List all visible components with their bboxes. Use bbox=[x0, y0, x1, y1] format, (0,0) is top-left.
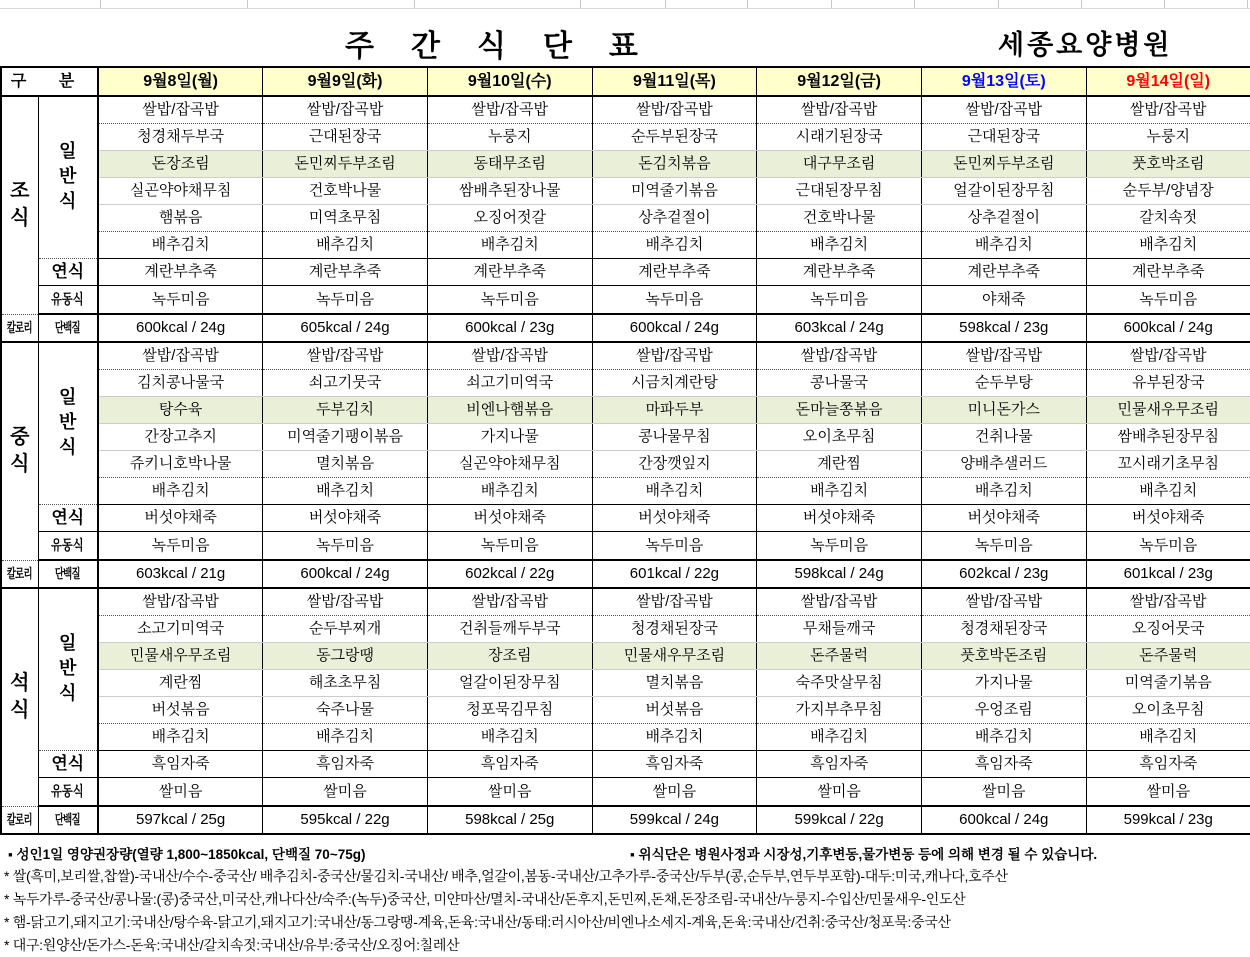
liquid-diet-label: 유동식 bbox=[38, 778, 98, 807]
food-cell: 배추김치 bbox=[263, 232, 428, 259]
food-cell: 건취들깨두부국 bbox=[427, 616, 592, 643]
food-cell: 시래기된장국 bbox=[757, 124, 922, 151]
food-cell: 콩나물국 bbox=[757, 370, 922, 397]
food-cell: 쇠고기미역국 bbox=[427, 370, 592, 397]
food-cell: 쌀밥/잡곡밥 bbox=[427, 96, 592, 124]
food-cell: 가지나물 bbox=[427, 424, 592, 451]
food-cell: 쌀밥/잡곡밥 bbox=[757, 342, 922, 370]
food-cell-highlight: 풋호박조림 bbox=[1086, 151, 1250, 178]
food-cell: 청포묵김무침 bbox=[427, 697, 592, 724]
food-cell: 쌀밥/잡곡밥 bbox=[427, 342, 592, 370]
protein-label: 단백질 bbox=[38, 560, 98, 588]
food-cell: 건호박나물 bbox=[757, 205, 922, 232]
food-cell-highlight: 탕수육 bbox=[98, 397, 263, 424]
liquid-diet-label: 유동식 bbox=[38, 532, 98, 561]
food-cell: 배추김치 bbox=[427, 232, 592, 259]
food-cell: 배추김치 bbox=[98, 724, 263, 751]
food-cell: 배추김치 bbox=[1086, 232, 1250, 259]
liquid-cell: 쌀미음 bbox=[427, 778, 592, 807]
food-cell-highlight: 민물새우무조림 bbox=[98, 643, 263, 670]
origin-note-line: * 햄-닭고기,돼지고기:국내산/탕수육-닭고기,돼지고기:국내산/동그랑땡-계육,돈육:국내산/동태:러시아산/비엔나소세지-계육,돈육:국내산/건취:중국산/청포묵:중국산 bbox=[4, 914, 951, 930]
food-cell: 유부된장국 bbox=[1086, 370, 1250, 397]
food-cell-highlight: 돈장조림 bbox=[98, 151, 263, 178]
food-cell-highlight: 돈민찌두부조림 bbox=[263, 151, 428, 178]
soft-cell: 버섯야채죽 bbox=[757, 505, 922, 532]
food-cell: 오이초무침 bbox=[1086, 697, 1250, 724]
food-cell: 배추김치 bbox=[921, 232, 1086, 259]
liquid-cell: 녹두미음 bbox=[263, 532, 428, 561]
food-cell: 오징어뭇국 bbox=[1086, 616, 1250, 643]
food-cell: 미역줄기팽이볶음 bbox=[263, 424, 428, 451]
liquid-cell: 쌀미음 bbox=[263, 778, 428, 807]
liquid-cell: 쌀미음 bbox=[592, 778, 757, 807]
weekly-menu-table bbox=[0, 66, 1250, 835]
food-cell: 꼬시래기초무침 bbox=[1086, 451, 1250, 478]
liquid-cell: 녹두미음 bbox=[1086, 286, 1250, 315]
food-cell: 오이초무침 bbox=[757, 424, 922, 451]
soft-cell: 계란부추죽 bbox=[1086, 259, 1250, 286]
food-cell: 미역줄기볶음 bbox=[1086, 670, 1250, 697]
origin-note-line: * 대구:원양산/돈가스-돈육:국내산/갈치속젓:국내산/유부:중국산/오징어:칠레산 bbox=[4, 937, 460, 953]
calorie-cell: 598kcal / 25g bbox=[427, 806, 592, 834]
food-cell: 미역줄기볶음 bbox=[592, 178, 757, 205]
calorie-cell: 600kcal / 23g bbox=[427, 314, 592, 342]
calorie-cell: 602kcal / 22g bbox=[427, 560, 592, 588]
food-cell: 얼갈이된장무침 bbox=[427, 670, 592, 697]
food-cell: 쌀밥/잡곡밥 bbox=[592, 588, 757, 616]
liquid-cell: 녹두미음 bbox=[757, 286, 922, 315]
calorie-cell: 599kcal / 22g bbox=[757, 806, 922, 834]
food-cell: 쌀밥/잡곡밥 bbox=[98, 342, 263, 370]
food-cell: 배추김치 bbox=[592, 724, 757, 751]
calorie-cell: 605kcal / 24g bbox=[263, 314, 428, 342]
calorie-cell: 597kcal / 25g bbox=[98, 806, 263, 834]
meal-section-label: 중식 bbox=[1, 342, 38, 560]
footnote-nutrition: ▪ 성인1일 영양권장량(열량 1,800~1850kcal, 단백질 70~75g) bbox=[8, 847, 366, 862]
liquid-cell: 녹두미음 bbox=[427, 286, 592, 315]
liquid-cell: 녹두미음 bbox=[757, 532, 922, 561]
soft-cell: 흑임자죽 bbox=[427, 751, 592, 778]
soft-cell: 버섯야채죽 bbox=[427, 505, 592, 532]
soft-cell: 계란부추죽 bbox=[263, 259, 428, 286]
food-cell-highlight: 대구무조림 bbox=[757, 151, 922, 178]
soft-cell: 버섯야채죽 bbox=[921, 505, 1086, 532]
soft-cell: 버섯야채죽 bbox=[1086, 505, 1250, 532]
soft-cell: 계란부추죽 bbox=[427, 259, 592, 286]
food-cell: 배추김치 bbox=[757, 478, 922, 505]
date-header: 9월9일(화) bbox=[263, 67, 428, 96]
calorie-cell: 601kcal / 22g bbox=[592, 560, 757, 588]
calorie-cell: 602kcal / 23g bbox=[921, 560, 1086, 588]
food-cell: 실곤약야채무침 bbox=[427, 451, 592, 478]
liquid-cell: 쌀미음 bbox=[98, 778, 263, 807]
liquid-cell: 녹두미음 bbox=[1086, 532, 1250, 561]
food-cell: 상추겉절이 bbox=[592, 205, 757, 232]
food-cell: 오징어젓갈 bbox=[427, 205, 592, 232]
footnotes bbox=[0, 840, 1250, 957]
food-cell: 무채들깨국 bbox=[757, 616, 922, 643]
calorie-label: 칼로리 bbox=[1, 560, 38, 588]
food-cell: 쌀밥/잡곡밥 bbox=[98, 588, 263, 616]
date-header: 9월8일(월) bbox=[98, 67, 263, 96]
calorie-cell: 601kcal / 23g bbox=[1086, 560, 1250, 588]
food-cell: 계란찜 bbox=[757, 451, 922, 478]
food-cell: 쌀밥/잡곡밥 bbox=[1086, 342, 1250, 370]
liquid-cell: 녹두미음 bbox=[263, 286, 428, 315]
food-cell: 상추겉절이 bbox=[921, 205, 1086, 232]
food-cell: 쌀밥/잡곡밥 bbox=[921, 342, 1086, 370]
calorie-cell: 600kcal / 24g bbox=[592, 314, 757, 342]
food-cell-highlight: 동태무조림 bbox=[427, 151, 592, 178]
food-cell: 가지나물 bbox=[921, 670, 1086, 697]
food-cell: 근대된장무침 bbox=[757, 178, 922, 205]
food-cell: 해초초무침 bbox=[263, 670, 428, 697]
food-cell: 순두부/양념장 bbox=[1086, 178, 1250, 205]
food-cell-highlight: 장조림 bbox=[427, 643, 592, 670]
food-cell: 배추김치 bbox=[263, 478, 428, 505]
soft-cell: 흑임자죽 bbox=[1086, 751, 1250, 778]
food-cell: 계란찜 bbox=[98, 670, 263, 697]
food-cell: 배추김치 bbox=[921, 724, 1086, 751]
food-cell-highlight: 마파두부 bbox=[592, 397, 757, 424]
food-cell: 누룽지 bbox=[427, 124, 592, 151]
liquid-cell: 녹두미음 bbox=[921, 532, 1086, 561]
liquid-cell: 녹두미음 bbox=[592, 286, 757, 315]
food-cell: 얼갈이된장무침 bbox=[921, 178, 1086, 205]
liquid-diet-label: 유동식 bbox=[38, 286, 98, 315]
calorie-cell: 595kcal / 22g bbox=[263, 806, 428, 834]
food-cell: 쥬키니호박나물 bbox=[98, 451, 263, 478]
calorie-cell: 599kcal / 23g bbox=[1086, 806, 1250, 834]
food-cell: 쌀밥/잡곡밥 bbox=[757, 588, 922, 616]
hospital-name: 세종요양병원 bbox=[998, 30, 1173, 60]
soft-diet-label: 연식 bbox=[38, 751, 98, 778]
food-cell: 쌀밥/잡곡밥 bbox=[592, 96, 757, 124]
liquid-cell: 녹두미음 bbox=[592, 532, 757, 561]
soft-cell: 계란부추죽 bbox=[921, 259, 1086, 286]
food-cell: 버섯볶음 bbox=[592, 697, 757, 724]
corner-label: 구 분 bbox=[1, 67, 98, 96]
date-header: 9월11일(목) bbox=[592, 67, 757, 96]
food-cell-highlight: 돈주물럭 bbox=[757, 643, 922, 670]
food-cell: 근대된장국 bbox=[263, 124, 428, 151]
food-cell: 쌀밥/잡곡밥 bbox=[263, 96, 428, 124]
food-cell: 쌀밥/잡곡밥 bbox=[98, 96, 263, 124]
food-cell: 쌀밥/잡곡밥 bbox=[1086, 96, 1250, 124]
food-cell: 배추김치 bbox=[98, 478, 263, 505]
soft-cell: 계란부추죽 bbox=[98, 259, 263, 286]
food-cell: 간장깻잎지 bbox=[592, 451, 757, 478]
food-cell: 쌀밥/잡곡밥 bbox=[263, 588, 428, 616]
food-cell: 순두부된장국 bbox=[592, 124, 757, 151]
food-cell: 배추김치 bbox=[921, 478, 1086, 505]
protein-label: 단백질 bbox=[38, 806, 98, 834]
protein-label: 단백질 bbox=[38, 314, 98, 342]
food-cell: 쌀밥/잡곡밥 bbox=[757, 96, 922, 124]
soft-cell: 흑임자죽 bbox=[263, 751, 428, 778]
soft-cell: 흑임자죽 bbox=[757, 751, 922, 778]
food-cell: 배추김치 bbox=[98, 232, 263, 259]
liquid-cell: 쌀미음 bbox=[757, 778, 922, 807]
food-cell-highlight: 풋호박돈조림 bbox=[921, 643, 1086, 670]
soft-cell: 흑임자죽 bbox=[921, 751, 1086, 778]
food-cell: 순두부탕 bbox=[921, 370, 1086, 397]
soft-diet-label: 연식 bbox=[38, 259, 98, 286]
food-cell: 시금치계란탕 bbox=[592, 370, 757, 397]
food-cell: 청경채된장국 bbox=[592, 616, 757, 643]
liquid-cell: 녹두미음 bbox=[427, 532, 592, 561]
food-cell-highlight: 돈민찌두부조림 bbox=[921, 151, 1086, 178]
general-diet-label: 일반식 bbox=[38, 342, 98, 505]
food-cell: 쌀밥/잡곡밥 bbox=[427, 588, 592, 616]
calorie-label: 칼로리 bbox=[1, 314, 38, 342]
calorie-cell: 598kcal / 24g bbox=[757, 560, 922, 588]
food-cell: 실곤약야채무침 bbox=[98, 178, 263, 205]
origin-note-line: * 녹두가루-중국산/콩나물:(콩)중국산,미국산,캐나다산/숙주:(녹두)중국산, 미얀마산/멸치-국내산/돈후지,돈민찌,돈채,돈장조림-국내산/누룽지-수입산/민물새우-인도산 bbox=[4, 891, 966, 907]
food-cell: 멸치볶음 bbox=[263, 451, 428, 478]
food-cell-highlight: 미니돈가스 bbox=[921, 397, 1086, 424]
liquid-cell: 야채죽 bbox=[921, 286, 1086, 315]
food-cell: 배추김치 bbox=[757, 724, 922, 751]
food-cell: 쌀밥/잡곡밥 bbox=[921, 588, 1086, 616]
calorie-label: 칼로리 bbox=[1, 806, 38, 834]
food-cell: 쌈배추된장무침 bbox=[1086, 424, 1250, 451]
food-cell: 간장고추지 bbox=[98, 424, 263, 451]
grid-tick bbox=[100, 0, 101, 8]
food-cell-highlight: 돈김치볶음 bbox=[592, 151, 757, 178]
food-cell-highlight: 민물새우무조림 bbox=[592, 643, 757, 670]
page-title: 주간식단표 bbox=[345, 30, 675, 63]
food-cell: 배추김치 bbox=[1086, 478, 1250, 505]
food-cell: 건취나물 bbox=[921, 424, 1086, 451]
food-cell: 멸치볶음 bbox=[592, 670, 757, 697]
general-diet-label: 일반식 bbox=[38, 588, 98, 751]
calorie-cell: 600kcal / 24g bbox=[98, 314, 263, 342]
food-cell: 배추김치 bbox=[592, 478, 757, 505]
food-cell: 쇠고기뭇국 bbox=[263, 370, 428, 397]
food-cell: 청경채두부국 bbox=[98, 124, 263, 151]
masthead bbox=[0, 9, 1250, 66]
food-cell: 소고기미역국 bbox=[98, 616, 263, 643]
food-cell-highlight: 비엔나햄볶음 bbox=[427, 397, 592, 424]
liquid-cell: 쌀미음 bbox=[921, 778, 1086, 807]
food-cell-highlight: 동그랑땡 bbox=[263, 643, 428, 670]
food-cell: 쌀밥/잡곡밥 bbox=[1086, 588, 1250, 616]
food-cell: 배추김치 bbox=[757, 232, 922, 259]
calorie-cell: 600kcal / 24g bbox=[921, 806, 1086, 834]
soft-cell: 흑임자죽 bbox=[98, 751, 263, 778]
food-cell-highlight: 두부김치 bbox=[263, 397, 428, 424]
soft-cell: 흑임자죽 bbox=[592, 751, 757, 778]
food-cell: 미역초무침 bbox=[263, 205, 428, 232]
liquid-cell: 녹두미음 bbox=[98, 286, 263, 315]
date-header-saturday: 9월13일(토) bbox=[921, 67, 1086, 96]
food-cell-highlight: 돈마늘쫑볶음 bbox=[757, 397, 922, 424]
soft-cell: 계란부추죽 bbox=[592, 259, 757, 286]
date-header-sunday: 9월14일(일) bbox=[1086, 67, 1250, 96]
date-header: 9월12일(금) bbox=[757, 67, 922, 96]
food-cell: 쌀밥/잡곡밥 bbox=[592, 342, 757, 370]
soft-cell: 버섯야채죽 bbox=[98, 505, 263, 532]
food-cell: 버섯볶음 bbox=[98, 697, 263, 724]
top-grid-strip bbox=[0, 0, 1250, 9]
food-cell: 쌀밥/잡곡밥 bbox=[921, 96, 1086, 124]
food-cell: 김치콩나물국 bbox=[98, 370, 263, 397]
food-cell: 배추김치 bbox=[263, 724, 428, 751]
calorie-cell: 600kcal / 24g bbox=[263, 560, 428, 588]
soft-diet-label: 연식 bbox=[38, 505, 98, 532]
calorie-cell: 598kcal / 23g bbox=[921, 314, 1086, 342]
calorie-cell: 603kcal / 21g bbox=[98, 560, 263, 588]
food-cell-highlight: 민물새우무조림 bbox=[1086, 397, 1250, 424]
food-cell: 배추김치 bbox=[1086, 724, 1250, 751]
food-cell: 쌈배추된장나물 bbox=[427, 178, 592, 205]
food-cell: 근대된장국 bbox=[921, 124, 1086, 151]
food-cell: 햄볶음 bbox=[98, 205, 263, 232]
food-cell: 숙주맛살무침 bbox=[757, 670, 922, 697]
liquid-cell: 쌀미음 bbox=[1086, 778, 1250, 807]
liquid-cell: 녹두미음 bbox=[98, 532, 263, 561]
food-cell: 쌀밥/잡곡밥 bbox=[263, 342, 428, 370]
origin-note-line: * 쌀(흑미,보리쌀,찹쌀)-국내산/수수-중국산/ 배추김치-중국산/물김치-국내산/ 배추,얼갈이,봄동-국내산/고추가루-중국산/두부(콩,순두부,연두부포함)-대두:미국,캐나다,호주산 bbox=[4, 868, 1008, 884]
food-cell: 배추김치 bbox=[592, 232, 757, 259]
food-cell: 숙주나물 bbox=[263, 697, 428, 724]
food-cell: 누룽지 bbox=[1086, 124, 1250, 151]
food-cell: 배추김치 bbox=[427, 478, 592, 505]
general-diet-label: 일반식 bbox=[38, 96, 98, 259]
calorie-cell: 600kcal / 24g bbox=[1086, 314, 1250, 342]
food-cell: 콩나물무침 bbox=[592, 424, 757, 451]
food-cell: 양배추샐러드 bbox=[921, 451, 1086, 478]
food-cell: 갈치속젓 bbox=[1086, 205, 1250, 232]
calorie-cell: 599kcal / 24g bbox=[592, 806, 757, 834]
food-cell-highlight: 돈주물럭 bbox=[1086, 643, 1250, 670]
food-cell: 우엉조림 bbox=[921, 697, 1086, 724]
soft-cell: 계란부추죽 bbox=[757, 259, 922, 286]
meal-section-label: 조식 bbox=[1, 96, 38, 314]
date-header: 9월10일(수) bbox=[427, 67, 592, 96]
meal-section-label: 석식 bbox=[1, 588, 38, 806]
food-cell: 청경채된장국 bbox=[921, 616, 1086, 643]
footnote-notice: ▪ 위식단은 병원사정과 시장성,기후변동,물가변동 등에 의해 변경 될 수 있습니다. bbox=[630, 847, 1098, 862]
soft-cell: 버섯야채죽 bbox=[592, 505, 757, 532]
soft-cell: 버섯야채죽 bbox=[263, 505, 428, 532]
food-cell: 가지부추무침 bbox=[757, 697, 922, 724]
calorie-cell: 603kcal / 24g bbox=[757, 314, 922, 342]
food-cell: 순두부찌개 bbox=[263, 616, 428, 643]
food-cell: 배추김치 bbox=[427, 724, 592, 751]
food-cell: 건호박나물 bbox=[263, 178, 428, 205]
